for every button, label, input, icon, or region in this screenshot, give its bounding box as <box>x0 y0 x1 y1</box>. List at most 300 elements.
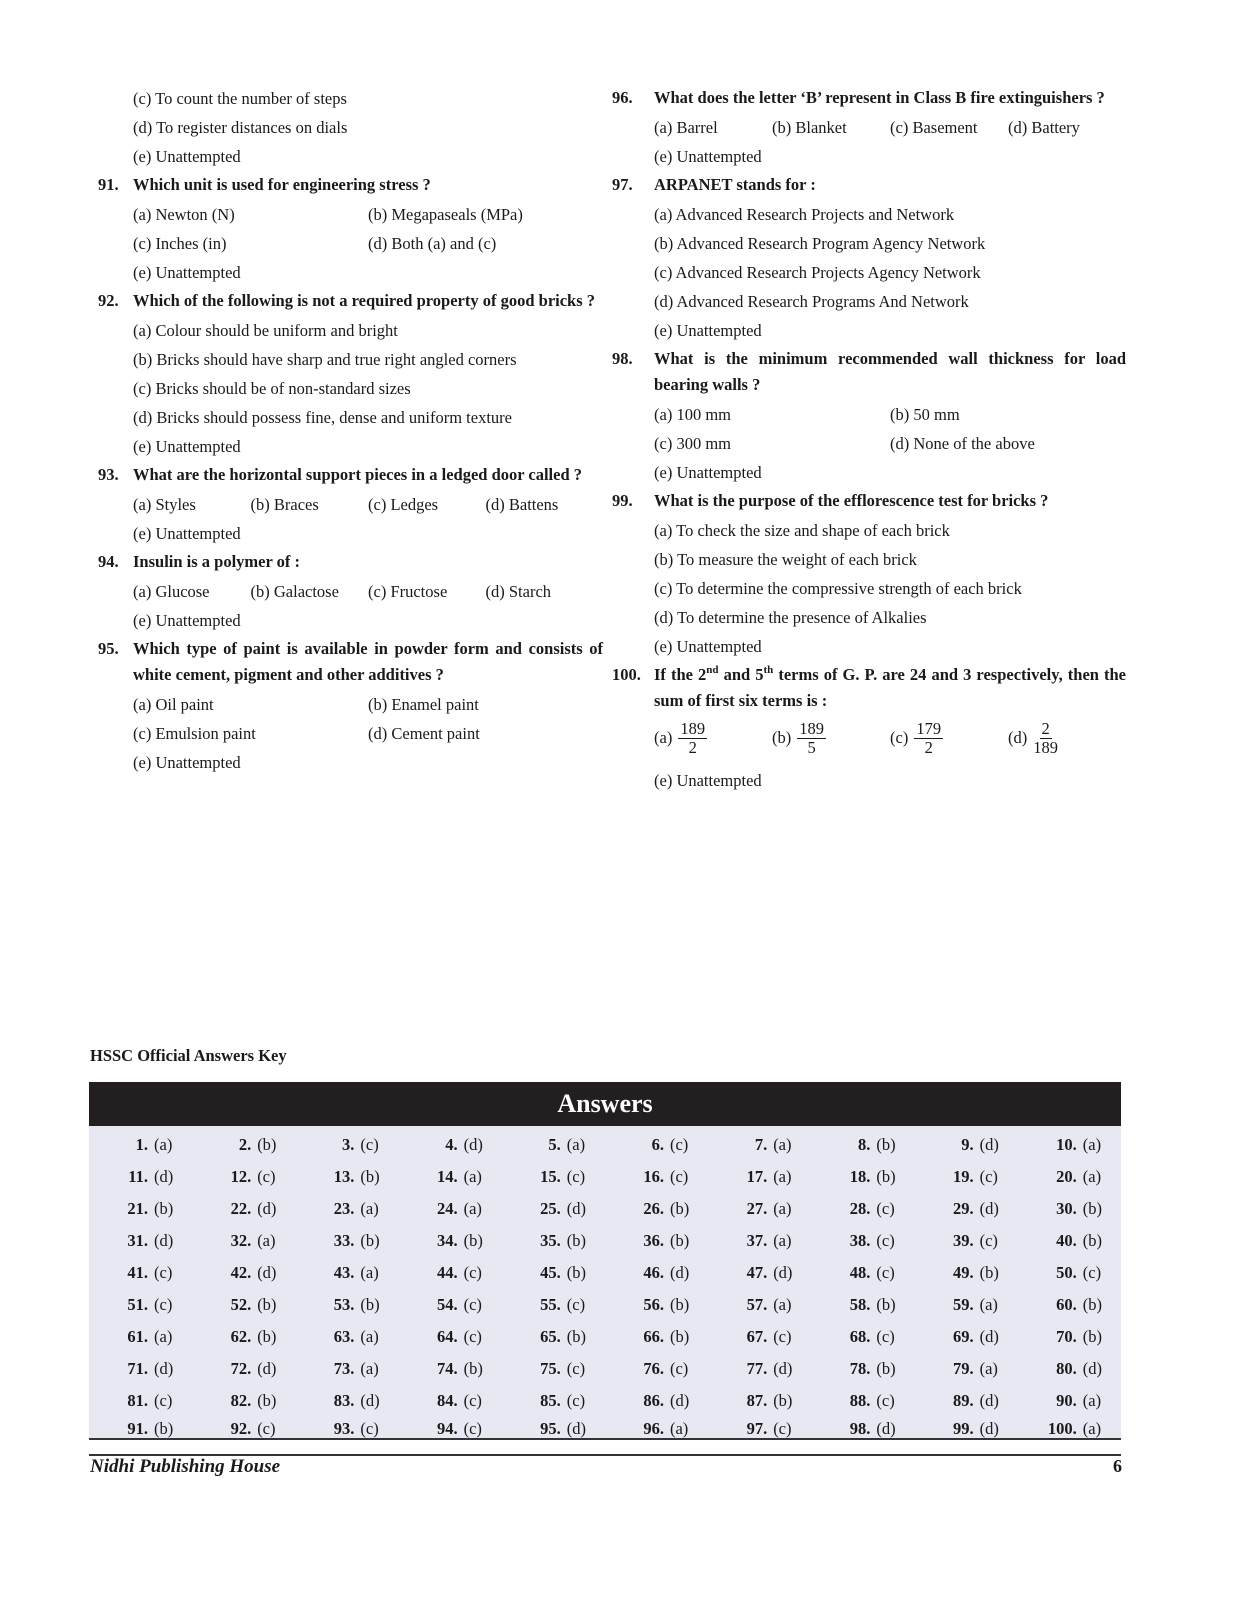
answer-value: (b) <box>566 1263 587 1282</box>
answer-cell <box>295 1417 398 1441</box>
fraction: $\frac{2}{189}$ <box>1033 718 1058 757</box>
answer-value: (d) <box>566 1419 587 1438</box>
answer-value: (a) <box>979 1295 998 1314</box>
q91-option-a: (a) Newton (N) <box>133 205 235 224</box>
answer-number: 22. <box>230 1199 252 1218</box>
q100-option-e: (e) Unattempted <box>654 771 762 790</box>
answer-cell <box>89 1193 192 1225</box>
q100-option-c: (c) $\frac{179}{2}$ <box>890 718 942 757</box>
answer-cell <box>89 1257 192 1289</box>
answer-number: 29. <box>952 1199 974 1218</box>
q91-text: Which unit is used for engineering stress ? <box>133 175 431 194</box>
q97-option-e: (e) Unattempted <box>654 321 762 340</box>
answer-number: 18. <box>849 1167 871 1186</box>
answer-cell <box>915 1225 1018 1257</box>
answer-number: 55. <box>540 1295 561 1314</box>
answer-cell <box>502 1417 605 1441</box>
answer-number: 6. <box>651 1135 664 1154</box>
answer-value: (c) <box>669 1167 689 1186</box>
answer-cell <box>89 1417 192 1441</box>
q94-text: Insulin is a polymer of : <box>133 552 301 571</box>
answer-cell <box>192 1353 295 1385</box>
answer-number: 69. <box>952 1327 974 1346</box>
answer-cell <box>295 1129 398 1161</box>
answer-value: (d) <box>463 1135 483 1154</box>
q90-option-c: (c) To count the number of steps <box>133 89 347 108</box>
left-column <box>98 84 603 777</box>
answer-cell <box>89 1385 192 1417</box>
answer-cell <box>915 1257 1018 1289</box>
answer-number: 47. <box>746 1263 768 1282</box>
q94-option-d: (d) Starch <box>485 582 552 601</box>
q92-option-b: (b) Bricks should have sharp and true right angled corners <box>133 350 517 369</box>
answer-value: (b) <box>669 1231 690 1250</box>
answer-cell <box>1018 1225 1121 1257</box>
answer-value: (b) <box>669 1295 690 1314</box>
answer-value: (c) <box>257 1419 276 1438</box>
answer-number: 91. <box>127 1419 148 1438</box>
q96-options <box>612 113 1126 142</box>
answer-value: (a) <box>463 1167 482 1186</box>
answer-number: 40. <box>1056 1231 1077 1250</box>
answer-value: (d) <box>257 1199 277 1218</box>
answer-cell <box>915 1161 1018 1193</box>
answer-cell <box>605 1385 708 1417</box>
answer-value: (c) <box>1082 1263 1102 1282</box>
answer-value: (d) <box>979 1327 999 1346</box>
answer-number: 63. <box>333 1327 355 1346</box>
q93-option-d: (d) Battens <box>485 495 559 514</box>
q99-option-e: (e) Unattempted <box>654 637 762 656</box>
answer-cell <box>502 1161 605 1193</box>
q97-option-c: (c) Advanced Research Projects Agency Network <box>654 263 981 282</box>
q91-options-cd <box>98 229 603 258</box>
answer-value: (a) <box>360 1359 379 1378</box>
answer-value: (d) <box>257 1359 277 1378</box>
answer-number: 81. <box>127 1391 148 1410</box>
answer-cell <box>708 1257 811 1289</box>
q93-number: 93. <box>98 465 119 484</box>
answer-cell <box>502 1257 605 1289</box>
q98-options-ab <box>612 400 1126 429</box>
q98-option-a: (a) 100 mm <box>654 405 731 424</box>
answer-value: (c) <box>669 1135 689 1154</box>
q100-options <box>612 716 1126 760</box>
answer-number: 7. <box>754 1135 768 1154</box>
answer-number: 37. <box>746 1231 768 1250</box>
answer-value: (b) <box>669 1327 690 1346</box>
answer-value: (b) <box>154 1419 174 1438</box>
answer-cell <box>915 1353 1018 1385</box>
answer-number: 85. <box>540 1391 561 1410</box>
answer-value: (b) <box>669 1199 690 1218</box>
q96-stem <box>612 85 1126 111</box>
answer-number: 11. <box>128 1167 148 1186</box>
answer-number: 80. <box>1056 1359 1077 1378</box>
answer-value: (a) <box>566 1135 586 1154</box>
answer-cell <box>1018 1385 1121 1417</box>
answer-cell <box>502 1353 605 1385</box>
answer-number: 86. <box>643 1391 664 1410</box>
answer-cell <box>295 1257 398 1289</box>
answer-number: 2. <box>238 1135 252 1154</box>
answer-number: 28. <box>849 1199 871 1218</box>
q99-option-a: (a) To check the size and shape of each brick <box>654 521 950 540</box>
answer-number: 51. <box>127 1295 148 1314</box>
answer-number: 35. <box>540 1231 561 1250</box>
q98-number: 98. <box>612 349 633 368</box>
answer-value: (a) <box>360 1263 379 1282</box>
answer-number: 16. <box>643 1167 664 1186</box>
answer-cell <box>708 1129 811 1161</box>
q93-text: What are the horizontal support pieces in a ledged door called ? <box>133 465 583 484</box>
q99-option-c: (c) To determine the compressive strength of each brick <box>654 579 1022 598</box>
answer-cell <box>399 1385 502 1417</box>
answer-number: 23. <box>333 1199 355 1218</box>
answer-number: 67. <box>746 1327 768 1346</box>
answer-cell <box>1018 1353 1121 1385</box>
answer-value: (c) <box>463 1295 482 1314</box>
answer-cell <box>192 1257 295 1289</box>
answer-value: (b) <box>876 1295 896 1314</box>
answer-value: (d) <box>669 1391 690 1410</box>
answer-cell <box>708 1353 811 1385</box>
answer-cell <box>192 1193 295 1225</box>
publisher-name: Nidhi Publishing House <box>90 1456 281 1477</box>
answer-number: 100. <box>1047 1419 1077 1438</box>
answer-value: (a) <box>773 1167 792 1186</box>
answer-number: 70. <box>1056 1327 1077 1346</box>
answer-value: (a) <box>463 1199 482 1218</box>
q95-options-cd <box>98 719 603 748</box>
q94-option-e: (e) Unattempted <box>133 611 241 630</box>
answer-cell <box>915 1289 1018 1321</box>
answer-number: 36. <box>643 1231 664 1250</box>
answer-value: (b) <box>1082 1199 1103 1218</box>
answer-value: (a) <box>773 1231 792 1250</box>
q92-number: 92. <box>98 291 119 310</box>
answer-cell <box>192 1289 295 1321</box>
answer-number: 58. <box>849 1295 871 1314</box>
answer-number: 32. <box>230 1231 252 1250</box>
answer-value: (c) <box>154 1295 173 1314</box>
answer-number: 72. <box>230 1359 252 1378</box>
q95-option-a: (a) Oil paint <box>133 695 214 714</box>
page-number: 6 <box>1113 1456 1122 1476</box>
answer-number: 50. <box>1056 1263 1077 1282</box>
answer-cell <box>399 1257 502 1289</box>
answer-cell <box>708 1225 811 1257</box>
answer-value: (c) <box>669 1359 689 1378</box>
answer-cell <box>399 1193 502 1225</box>
q96-option-a: (a) Barrel <box>654 118 718 137</box>
answer-number: 71. <box>127 1359 148 1378</box>
answer-cell <box>811 1193 914 1225</box>
answer-number: 15. <box>540 1167 561 1186</box>
q92-stem <box>98 288 603 314</box>
answer-cell <box>295 1385 398 1417</box>
answer-number: 8. <box>858 1135 871 1154</box>
answer-number: 44. <box>436 1263 458 1282</box>
q96-option-d: (d) Battery <box>1008 118 1080 137</box>
answer-value: (b) <box>257 1135 277 1154</box>
q99-stem <box>612 488 1126 514</box>
answer-number: 4. <box>445 1135 458 1154</box>
answer-number: 57. <box>746 1295 768 1314</box>
answer-value: (c) <box>463 1263 482 1282</box>
answer-number: 75. <box>540 1359 561 1378</box>
answer-cell <box>192 1417 295 1441</box>
answer-number: 17. <box>746 1167 768 1186</box>
answer-number: 38. <box>849 1231 871 1250</box>
answer-value: (c) <box>154 1263 173 1282</box>
q92-option-a: (a) Colour should be uniform and bright <box>133 321 398 340</box>
answer-cell <box>399 1321 502 1353</box>
q99-number: 99. <box>612 491 633 510</box>
q100-option-a: (a) $\frac{189}{2}$ <box>654 718 706 757</box>
q98-stem <box>612 346 1126 398</box>
answer-number: 89. <box>952 1391 974 1410</box>
answer-number: 78. <box>849 1359 871 1378</box>
answer-cell <box>502 1321 605 1353</box>
q96-number: 96. <box>612 88 633 107</box>
answer-number: 25. <box>540 1199 561 1218</box>
q90-option-d: (d) To register distances on dials <box>133 118 348 137</box>
answer-cell <box>811 1161 914 1193</box>
answer-number: 24. <box>436 1199 458 1218</box>
answer-value: (c) <box>566 1167 586 1186</box>
answer-number: 30. <box>1056 1199 1077 1218</box>
answer-cell <box>192 1129 295 1161</box>
answer-number: 94. <box>436 1419 458 1438</box>
answer-number: 43. <box>333 1263 355 1282</box>
q91-stem <box>98 172 603 198</box>
answer-value: (a) <box>1082 1419 1102 1438</box>
q98-option-e: (e) Unattempted <box>654 463 762 482</box>
answer-number: 84. <box>436 1391 458 1410</box>
answer-cell <box>708 1289 811 1321</box>
answer-value: (b) <box>154 1199 174 1218</box>
answer-cell <box>1018 1129 1121 1161</box>
answer-cell <box>605 1321 708 1353</box>
answer-cell <box>295 1225 398 1257</box>
q100-stem <box>612 662 1126 714</box>
answer-value: (d) <box>773 1359 793 1378</box>
answer-value: (d) <box>979 1419 999 1438</box>
answer-value: (d) <box>979 1135 999 1154</box>
answer-cell <box>605 1289 708 1321</box>
answer-number: 93. <box>333 1419 355 1438</box>
answer-cell <box>708 1321 811 1353</box>
answer-value: (b) <box>876 1167 896 1186</box>
answer-cell <box>89 1161 192 1193</box>
answer-value: (a) <box>773 1135 792 1154</box>
answer-value: (c) <box>566 1295 586 1314</box>
answer-number: 48. <box>849 1263 871 1282</box>
answer-value: (c) <box>566 1359 586 1378</box>
answer-cell <box>811 1385 914 1417</box>
answer-value: (c) <box>773 1327 792 1346</box>
answer-cell <box>1018 1417 1121 1441</box>
q97-stem <box>612 172 1126 198</box>
answer-value: (c) <box>979 1167 998 1186</box>
answer-value: (c) <box>876 1391 895 1410</box>
answer-value: (c) <box>876 1263 895 1282</box>
q95-stem <box>98 636 603 688</box>
answer-value: (c) <box>876 1199 895 1218</box>
answer-value: (c) <box>463 1419 482 1438</box>
q95-option-b: (b) Enamel paint <box>368 695 479 714</box>
answer-cell <box>1018 1161 1121 1193</box>
q95-options-ab <box>98 690 603 719</box>
answer-number: 87. <box>746 1391 768 1410</box>
answer-cell <box>915 1385 1018 1417</box>
answer-cell <box>811 1321 914 1353</box>
answer-cell <box>915 1321 1018 1353</box>
answer-number: 60. <box>1056 1295 1077 1314</box>
q93-option-e: (e) Unattempted <box>133 524 241 543</box>
answer-number: 92. <box>230 1419 252 1438</box>
q100-number: 100. <box>612 665 641 684</box>
answer-value: (b) <box>876 1135 896 1154</box>
answer-number: 10. <box>1056 1135 1077 1154</box>
answer-value: (d) <box>360 1391 380 1410</box>
q94-number: 94. <box>98 552 119 571</box>
answer-cell <box>811 1225 914 1257</box>
answer-cell <box>192 1385 295 1417</box>
answer-value: (a) <box>979 1359 998 1378</box>
answer-cell <box>399 1353 502 1385</box>
q93-options <box>98 490 603 519</box>
answer-value: (b) <box>360 1295 380 1314</box>
answer-number: 98. <box>849 1419 871 1438</box>
answer-cell <box>89 1289 192 1321</box>
answer-cell <box>1018 1193 1121 1225</box>
answer-value: (b) <box>566 1327 587 1346</box>
q92-text: Which of the following is not a required property of good bricks ? <box>133 291 596 310</box>
answer-value: (d) <box>154 1359 174 1378</box>
q98-options-cd <box>612 429 1126 458</box>
answer-value: (b) <box>979 1263 999 1282</box>
answer-cell <box>89 1321 192 1353</box>
answer-number: 52. <box>230 1295 252 1314</box>
answer-number: 12. <box>230 1167 252 1186</box>
answer-number: 21. <box>127 1199 148 1218</box>
answer-value: (a) <box>154 1327 173 1346</box>
answer-cell <box>708 1161 811 1193</box>
answer-value: (d) <box>566 1199 587 1218</box>
answer-value: (a) <box>360 1327 379 1346</box>
answer-cell <box>502 1385 605 1417</box>
answer-cell <box>605 1225 708 1257</box>
answer-cell <box>89 1353 192 1385</box>
q98-option-d: (d) None of the above <box>890 434 1035 453</box>
answer-value: (d) <box>773 1263 793 1282</box>
answer-value: (a) <box>1082 1391 1102 1410</box>
answer-number: 34. <box>436 1231 458 1250</box>
answer-number: 61. <box>127 1327 148 1346</box>
q91-number: 91. <box>98 175 119 194</box>
answer-value: (a) <box>669 1419 689 1438</box>
q91-option-e: (e) Unattempted <box>133 263 241 282</box>
answer-value: (b) <box>463 1231 483 1250</box>
answer-value: (a) <box>773 1199 792 1218</box>
q91-option-c: (c) Inches (in) <box>133 234 227 253</box>
answer-value: (b) <box>1082 1327 1103 1346</box>
answer-number: 45. <box>540 1263 561 1282</box>
answer-value: (a) <box>154 1135 173 1154</box>
q94-stem <box>98 549 603 575</box>
q100-option-b: (b) $\frac{189}{5}$ <box>772 718 824 757</box>
answer-cell <box>399 1129 502 1161</box>
answer-number: 83. <box>333 1391 355 1410</box>
q98-option-b: (b) 50 mm <box>890 405 960 424</box>
answer-cell <box>192 1321 295 1353</box>
answer-value: (b) <box>773 1391 793 1410</box>
answer-grid <box>89 1126 1121 1441</box>
answer-value: (a) <box>773 1295 792 1314</box>
q94-option-a: (a) Glucose <box>133 582 210 601</box>
q100-text: If the 2nd and 5th terms of G. P. are 24 and 3 respectively, then the sum of first six terms is : <box>654 664 1126 710</box>
q96-option-c: (c) Basement <box>890 118 978 137</box>
answer-number: 76. <box>643 1359 664 1378</box>
answer-number: 82. <box>230 1391 252 1410</box>
q95-option-e: (e) Unattempted <box>133 753 241 772</box>
answer-number: 49. <box>952 1263 974 1282</box>
answer-cell <box>915 1129 1018 1161</box>
answer-value: (a) <box>1082 1167 1102 1186</box>
answer-number: 95. <box>540 1419 561 1438</box>
answer-value: (b) <box>1082 1295 1103 1314</box>
answer-number: 27. <box>746 1199 768 1218</box>
answer-value: (d) <box>669 1263 690 1282</box>
answer-cell <box>605 1193 708 1225</box>
answer-number: 88. <box>849 1391 871 1410</box>
q92-option-e: (e) Unattempted <box>133 437 241 456</box>
answer-number: 62. <box>230 1327 252 1346</box>
answer-number: 1. <box>135 1135 148 1154</box>
answer-value: (d) <box>154 1231 174 1250</box>
answer-cell <box>605 1417 708 1441</box>
answer-number: 26. <box>643 1199 664 1218</box>
answer-value: (c) <box>154 1391 173 1410</box>
q96-option-e: (e) Unattempted <box>654 147 762 166</box>
q93-option-a: (a) Styles <box>133 495 196 514</box>
answer-value: (c) <box>876 1231 895 1250</box>
answer-value: (b) <box>257 1327 277 1346</box>
answer-number: 46. <box>643 1263 664 1282</box>
q93-stem <box>98 462 603 488</box>
q100-option-d: (d) $\frac{2}{189}$ <box>1008 718 1058 757</box>
answer-value: (b) <box>360 1167 380 1186</box>
answer-cell <box>708 1417 811 1441</box>
answer-value: (c) <box>979 1231 998 1250</box>
q99-option-b: (b) To measure the weight of each brick <box>654 550 917 569</box>
answer-value: (b) <box>257 1295 277 1314</box>
answer-number: 20. <box>1056 1167 1077 1186</box>
q91-option-b: (b) Megapaseals (MPa) <box>368 205 523 224</box>
answer-number: 97. <box>746 1419 768 1438</box>
q97-option-d: (d) Advanced Research Programs And Network <box>654 292 969 311</box>
answer-number: 68. <box>849 1327 871 1346</box>
answer-cell <box>502 1193 605 1225</box>
answer-value: (d) <box>257 1263 277 1282</box>
q99-text: What is the purpose of the efflorescence test for bricks ? <box>654 491 1049 510</box>
answer-cell <box>399 1289 502 1321</box>
answer-value: (d) <box>1082 1359 1103 1378</box>
answer-value: (c) <box>463 1391 482 1410</box>
q94-option-c: (c) Fructose <box>368 582 448 601</box>
